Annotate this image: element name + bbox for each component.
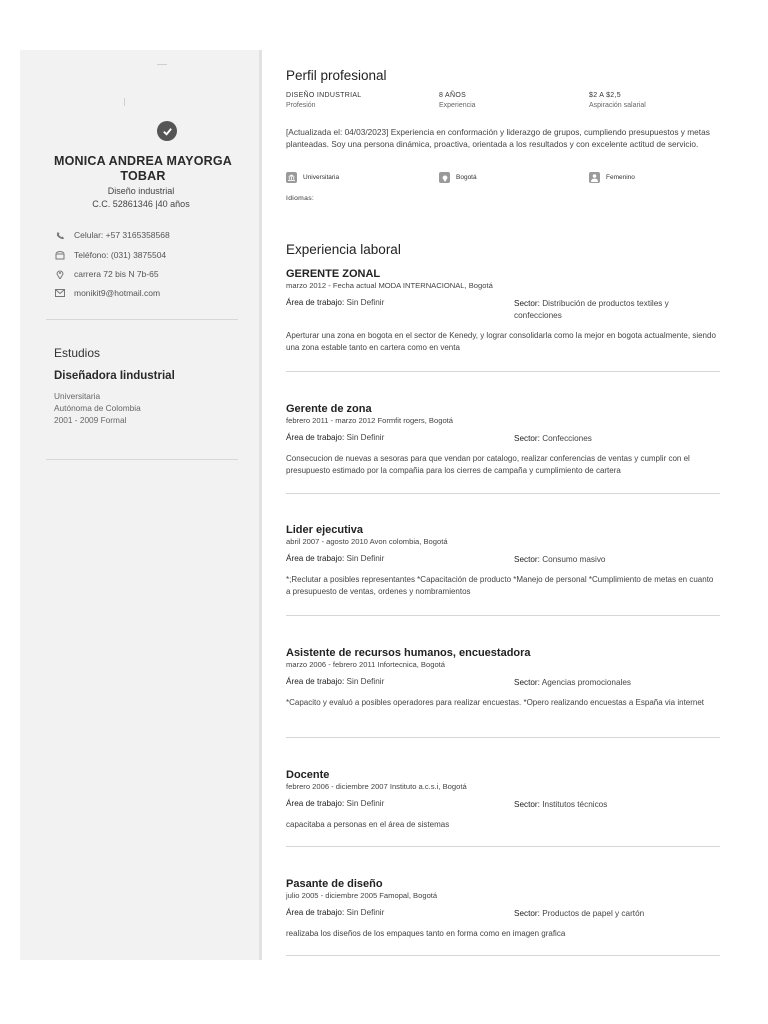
job-title: Gerente de zona (286, 403, 372, 415)
profile-heading: Perfil profesional (286, 68, 387, 83)
job-sector-label: Sector: (514, 800, 540, 809)
landline-phone-icon (54, 250, 66, 260)
job-area (286, 799, 384, 808)
job-title: Asistente de recursos humanos, encuestadora (286, 647, 531, 659)
sidebar (20, 50, 262, 960)
salary-value: $2 A $2,5 (589, 92, 621, 99)
job-area (286, 433, 384, 442)
decorative-divider (157, 64, 167, 65)
job-area-label: Área de trabajo: (286, 799, 345, 808)
job-area-label: Área de trabajo: (286, 433, 345, 442)
person-icon (589, 172, 600, 183)
job-dates-company: febrero 2006 - diciembre 2007 Instituto a.c.s.i, Bogotá (286, 782, 467, 791)
education-tag-text: Universitaria (303, 174, 340, 181)
education-tag (286, 172, 339, 183)
contact-email-text: monikit9@hotmail.com (74, 288, 161, 298)
job-title: Docente (286, 769, 330, 781)
candidate-name: MONICA ANDREA MAYORGA TOBAR (53, 154, 233, 183)
job-details (286, 677, 718, 691)
job-entry (286, 403, 718, 477)
job-sector-value: Productos de papel y cartón (542, 909, 645, 918)
job-sector (514, 433, 714, 445)
job-separator (286, 371, 720, 372)
sidebar-divider (46, 459, 238, 460)
location-pin-icon (54, 269, 66, 279)
studies-type: Universitaria (54, 391, 101, 401)
job-details (286, 908, 718, 922)
job-entry (286, 647, 718, 709)
job-sector-value: Confecciones (542, 434, 592, 443)
job-details (286, 799, 718, 813)
job-description: Aperturar una zona en bogota en el sector de Kenedy, y lograr consolidarla como la mejor en bogota actualmente, siendo una zona estable tanto en cartera como en venta (286, 331, 716, 352)
studies-heading: Estudios (54, 346, 101, 360)
job-dates-company: julio 2005 - diciembre 2005 Famopal, Bogotá (286, 891, 438, 900)
location-pin-icon (439, 172, 450, 183)
contact-phone-text: Teléfono: (031) 3875504 (74, 250, 167, 260)
job-sector (514, 554, 714, 566)
job-dates-company: febrero 2011 - marzo 2012 Formfit rogers, Bogotá (286, 416, 454, 425)
job-title: GERENTE ZONAL (286, 268, 381, 280)
job-sector-value: Distribución de productos textiles y confecciones (514, 299, 669, 320)
job-separator (286, 615, 720, 616)
experience-heading: Experiencia laboral (286, 242, 401, 257)
contact-email[interactable] (54, 288, 160, 298)
verified-check-icon (157, 121, 177, 141)
gender-tag-text: Femenino (606, 174, 635, 181)
job-separator (286, 955, 720, 956)
job-area (286, 554, 384, 563)
job-sector-value: Agencias promocionales (541, 678, 631, 687)
job-dates-company: marzo 2006 - febrero 2011 Infortecnica, Bogotá (286, 660, 446, 669)
job-area (286, 908, 384, 917)
studies-years: 2001 - 2009 Formal (54, 415, 127, 425)
decorative-divider (124, 98, 125, 106)
job-sector-value: Consumo masivo (542, 555, 606, 564)
sidebar-divider (46, 319, 238, 320)
job-entry (286, 769, 718, 831)
experience-label: Experiencia (439, 102, 476, 109)
job-area-value: Sin Definir (346, 298, 385, 307)
job-description: *;Reclutar a posibles representantes *Capacitación de producto *Manejo de personal *Cumplimiento de metas en cuanto a presupuesto de ventas, ordenes y nombramientos (286, 575, 714, 596)
job-area-label: Área de trabajo: (286, 298, 345, 307)
languages-label: Idiomas: (286, 195, 315, 202)
phone-icon (54, 231, 66, 240)
job-area-value: Sin Definir (346, 908, 385, 917)
job-area-value: Sin Definir (346, 799, 385, 808)
job-description: capacitaba a personas en el área de sistemas (286, 820, 450, 829)
contact-cell (54, 230, 170, 240)
job-details (286, 298, 718, 324)
job-sector-label: Sector: (514, 434, 540, 443)
job-details (286, 433, 718, 447)
job-separator (286, 737, 720, 738)
job-description: *Capacito y evaluó a posibles operadores para realizar encuestas. *Opero realizando encuestas a España via internet (286, 698, 705, 707)
studies-school: Autónoma de Colombia (54, 403, 141, 413)
job-area-label: Área de trabajo: (286, 554, 345, 563)
job-separator (286, 846, 720, 847)
university-icon (286, 172, 297, 183)
profession-value: DISEÑO INDUSTRIAL (286, 92, 362, 99)
job-area-value: Sin Definir (346, 433, 385, 442)
job-description: realizaba los diseños de los empaques tanto en forma como en imagen grafica (286, 929, 566, 938)
job-sector (514, 298, 714, 322)
job-area-value: Sin Definir (346, 677, 385, 686)
job-entry (286, 878, 718, 940)
experience-value: 8 AÑOS (439, 92, 467, 99)
job-entry (286, 268, 718, 354)
job-details (286, 554, 718, 568)
job-sector-label: Sector: (514, 678, 540, 687)
job-title: Lider ejecutiva (286, 524, 364, 536)
job-area (286, 298, 384, 307)
job-dates-company: marzo 2012 - Fecha actual MODA INTERNACIONAL, Bogotá (286, 281, 493, 290)
job-area (286, 677, 384, 686)
contact-address-text: carrera 72 bis N 7b-65 (74, 269, 159, 279)
job-area-label: Área de trabajo: (286, 908, 345, 917)
job-sector-value: Institutos técnicos (542, 800, 608, 809)
candidate-profession: Diseño industrial (107, 186, 175, 196)
job-sector-label: Sector: (514, 909, 540, 918)
profession-label: Profesión (286, 102, 316, 109)
contact-phone (54, 250, 166, 260)
job-sector (514, 908, 714, 920)
job-entry (286, 524, 718, 598)
salary-label: Aspiración salarial (589, 102, 646, 109)
job-area-label: Área de trabajo: (286, 677, 345, 686)
envelope-icon (54, 289, 66, 297)
job-sector (514, 677, 714, 689)
job-sector (514, 799, 714, 811)
contact-cell-text: Celular: +57 3165358568 (74, 230, 170, 240)
job-area-value: Sin Definir (346, 554, 385, 563)
profile-summary: [Actualizada el: 04/03/2023] Experiencia en conformación y liderazgo de grupos, cumpliendo presupuestos y metas planteadas. Soy una persona dinámica, proactiva, orientada a los resultados y con excelente actitud de servicio. (286, 127, 710, 149)
job-dates-company: abril 2007 - agosto 2010 Avon colombia, Bogotá (286, 537, 448, 546)
job-title: Pasante de diseño (286, 878, 383, 890)
studies-degree: Diseñadora Iindustrial (54, 370, 175, 382)
contact-address (54, 269, 159, 279)
city-tag (439, 172, 477, 183)
gender-tag (589, 172, 635, 183)
job-sector-label: Sector: (514, 299, 540, 308)
job-separator (286, 493, 720, 494)
candidate-id-age: C.C. 52861346 |40 años (92, 199, 190, 209)
city-tag-text: Bogotá (456, 174, 477, 181)
job-description: Consecucion de nuevas a sesoras para que vendan por catalogo, realizar conferencias de ventas y cumplir con el presupuesto estimado por la compañia para los cierres de campaña y cumplimiento de cartera (286, 454, 690, 475)
job-sector-label: Sector: (514, 555, 540, 564)
